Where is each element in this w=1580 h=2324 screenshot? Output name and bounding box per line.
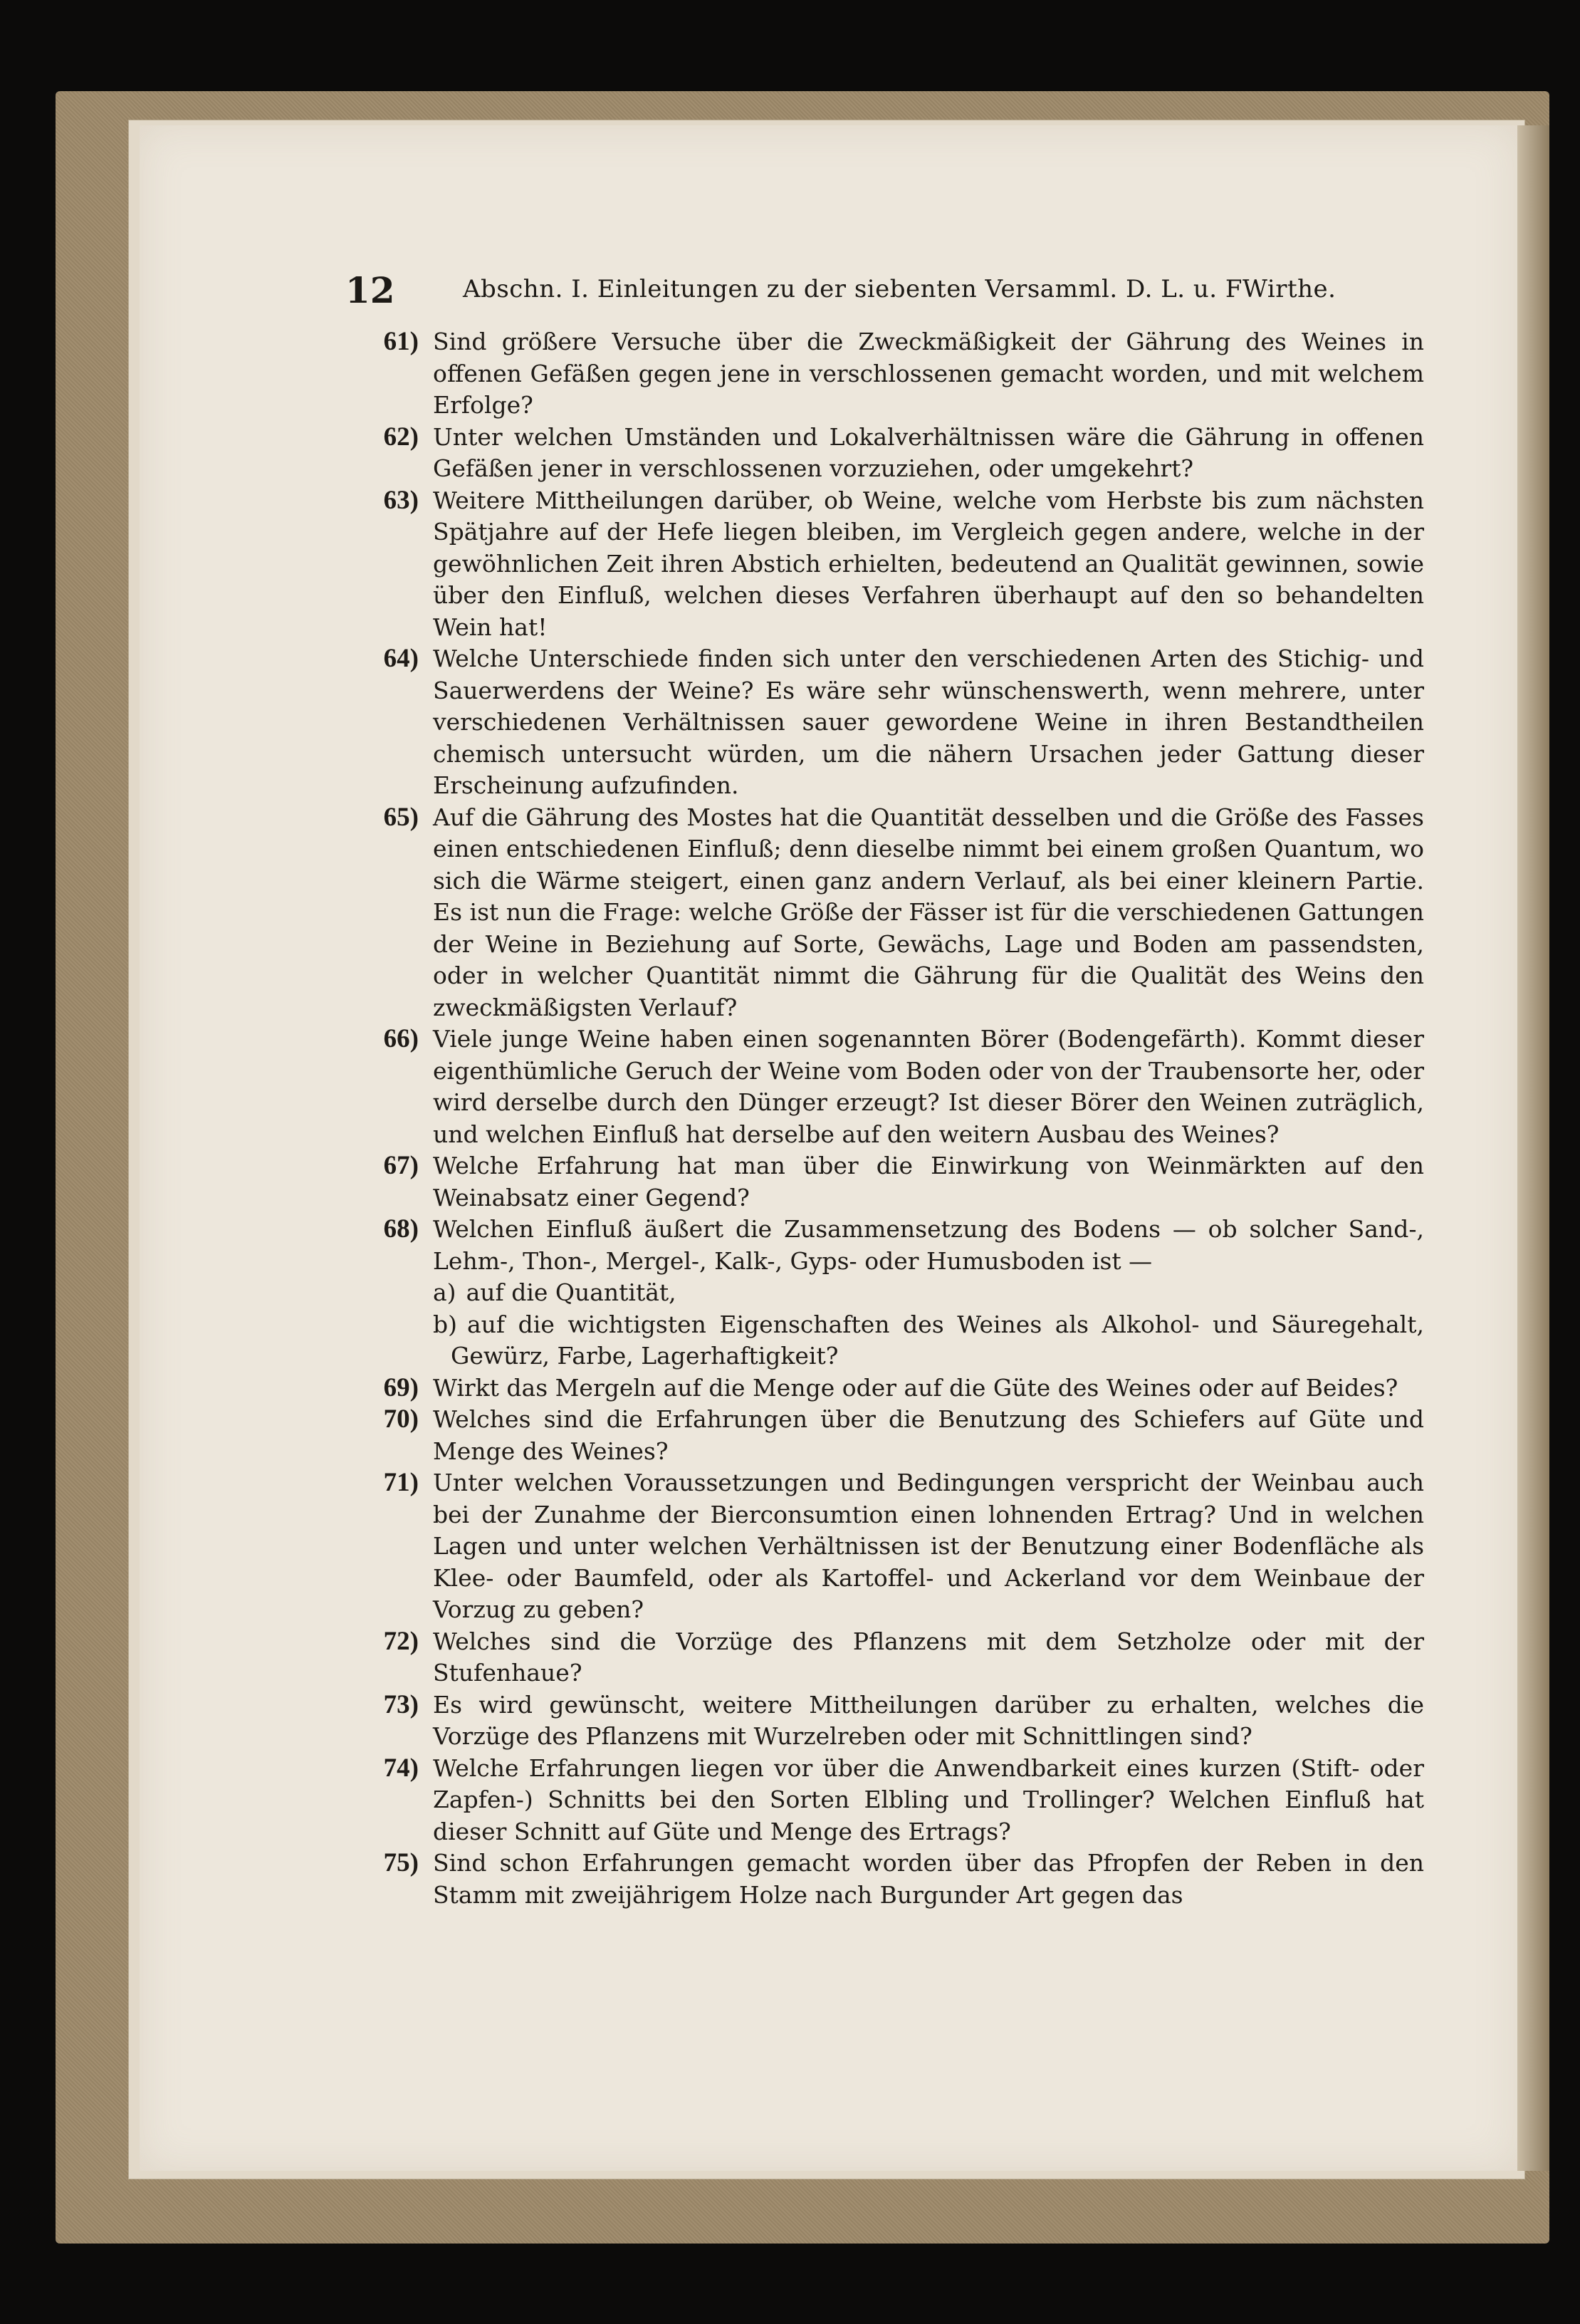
page-header bbox=[338, 269, 1424, 312]
sub-item bbox=[342, 1277, 1424, 1309]
question-item bbox=[342, 1404, 1424, 1467]
question-text: Viele junge Weine haben einen sogenannten Börer (Bodengefärth). Kommt dieser eigenthümliche Geruch der Weine vom Boden oder von der Traubensorte her, oder wird derselbe durch den Dünger erzeugt? Ist dieser Börer den Weinen zuträglich, und welchen Einfluß hat derselbe auf den weitern Ausbau des Weines? bbox=[433, 1025, 1424, 1148]
question-text: Es wird gewünscht, weitere Mittheilungen darüber zu erhalten, welches die Vorzüge des Pflanzens mit Wurzelreben oder mit Schnittlingen sind? bbox=[433, 1690, 1424, 1750]
question-number: 67) bbox=[383, 1151, 419, 1180]
question-item bbox=[342, 1372, 1424, 1405]
question-item bbox=[342, 1753, 1424, 1848]
sub-item bbox=[342, 1309, 1424, 1372]
question-number: 73) bbox=[383, 1689, 419, 1719]
running-head: Abschn. I. Einleitungen zu der siebenten Versamml. D. L. u. FWirthe. bbox=[463, 275, 1336, 303]
question-item bbox=[342, 326, 1424, 422]
book-gutter bbox=[1517, 125, 1549, 2171]
question-item bbox=[342, 1150, 1424, 1214]
page-number: 12 bbox=[345, 269, 395, 311]
question-item bbox=[342, 1023, 1424, 1150]
question-number: 70) bbox=[383, 1405, 419, 1434]
question-item bbox=[342, 1689, 1424, 1753]
question-number: 72) bbox=[383, 1626, 419, 1656]
question-text: Welche Erfahrungen liegen vor über die Anwendbarkeit eines kurzen (Stift- oder Zapfen-) Schnitts bei den Sorten Elbling und Trollinger? Welchen Einfluß hat dieser Schnitt auf Güte und Menge des Ertrags? bbox=[433, 1754, 1424, 1845]
question-text: Unter welchen Umständen und Lokalverhältnissen wäre die Gährung in offenen Gefäßen jener in verschlossenen vorzuziehen, oder umgekehrt? bbox=[433, 422, 1424, 482]
question-number: 62) bbox=[383, 422, 419, 452]
question-text: Sind größere Versuche über die Zweckmäßigkeit der Gährung des Weines in offenen Gefäßen gegen jene in verschlossenen gemacht worden, und mit welchem Erfolge? bbox=[433, 328, 1424, 419]
question-item bbox=[342, 485, 1424, 644]
question-number: 69) bbox=[383, 1372, 419, 1402]
question-text: Welche Unterschiede finden sich unter den verschiedenen Arten des Stichig- und Sauerwerdens der Weine? Es wäre sehr wünschenswerth, wenn mehrere, unter verschiedenen Verhältnissen sauer gewordene Weine in ihren Bestandtheilen chemisch untersucht würden, um die nähern Ursachen jeder Gattung dieser Erscheinung aufzufinden. bbox=[433, 645, 1424, 799]
question-text: Welches sind die Erfahrungen über die Benutzung des Schiefers auf Güte und Menge des Weines? bbox=[433, 1405, 1424, 1465]
sub-item-label: a) bbox=[433, 1278, 456, 1306]
sub-item-label: b) bbox=[433, 1310, 457, 1338]
question-text: Auf die Gährung des Mostes hat die Quantität desselben und die Größe des Fasses einen entschiedenen Einfluß; denn dieselbe nimmt bei einem großen Quantum, wo sich die Wärme steigert, einen ganz andern Verlauf, als bei einer kleinern Partie. Es ist nun die Frage: welche Größe der Fässer ist für die verschiedenen Gattungen der Weine in Beziehung auf Sorte, Gewächs, Lage und Boden am passendsten, oder in welcher Quantität nimmt die Gährung für die Qualität des Weins den zweckmäßigsten Verlauf? bbox=[433, 803, 1424, 1021]
question-text: Sind schon Erfahrungen gemacht worden über das Pfropfen der Reben in den Stamm mit zweijährigem Holze nach Burgunder Art gegen das bbox=[433, 1849, 1424, 1909]
question-number: 66) bbox=[383, 1024, 419, 1053]
question-text: Welches sind die Vorzüge des Pflanzens mit dem Setzholze oder mit der Stufenhaue? bbox=[433, 1627, 1424, 1687]
question-item bbox=[342, 802, 1424, 1024]
question-number: 74) bbox=[383, 1753, 419, 1783]
question-number: 61) bbox=[383, 327, 419, 356]
question-text: Wirkt das Mergeln auf die Menge oder auf die Güte des Weines oder auf Beides? bbox=[433, 1373, 1398, 1402]
question-number: 65) bbox=[383, 802, 419, 832]
sub-item-text: auf die Quantität, bbox=[466, 1278, 676, 1306]
question-number: 75) bbox=[383, 1848, 419, 1877]
question-number: 64) bbox=[383, 644, 419, 673]
question-text: Welche Erfahrung hat man über die Einwirkung von Weinmärkten auf den Weinabsatz einer Gegend? bbox=[433, 1152, 1424, 1211]
question-list bbox=[342, 326, 1424, 1971]
question-item bbox=[342, 1214, 1424, 1277]
question-item bbox=[342, 1848, 1424, 1911]
sub-item-text: auf die wichtigsten Eigenschaften des Weines als Alkohol- und Säuregehalt, Gewürz, Farbe, Lagerhaftigkeit? bbox=[451, 1310, 1424, 1370]
question-item bbox=[342, 422, 1424, 485]
question-number: 68) bbox=[383, 1214, 419, 1244]
question-number: 71) bbox=[383, 1468, 419, 1497]
question-item bbox=[342, 643, 1424, 802]
question-text: Unter welchen Voraussetzungen und Bedingungen verspricht der Weinbau auch bei der Zunahme der Bierconsumtion einen lohnenden Ertrag? Und in welchen Lagen und unter welchen Verhältnissen ist der Benutzung einer Bodenfläche als Klee- oder Baumfeld, oder als Kartoffel- und Ackerland vor dem Weinbaue der Vorzug zu geben? bbox=[433, 1469, 1424, 1623]
question-number: 63) bbox=[383, 485, 419, 515]
question-text: Welchen Einfluß äußert die Zusammensetzung des Bodens — ob solcher Sand-, Lehm-, Thon-, Mergel-, Kalk-, Gyps- oder Humusboden ist — bbox=[433, 1215, 1424, 1275]
question-item bbox=[342, 1467, 1424, 1626]
question-item bbox=[342, 1626, 1424, 1689]
question-text: Weitere Mittheilungen darüber, ob Weine, welche vom Herbste bis zum nächsten Spätjahre auf der Hefe liegen bleiben, im Vergleich gegen andere, welche in der gewöhnlichen Zeit ihren Abstich erhielten, bedeutend an Qualität gewinnen, sowie über den Einfluß, welchen dieses Verfahren überhaupt auf den so behandelten Wein hat! bbox=[433, 486, 1424, 641]
